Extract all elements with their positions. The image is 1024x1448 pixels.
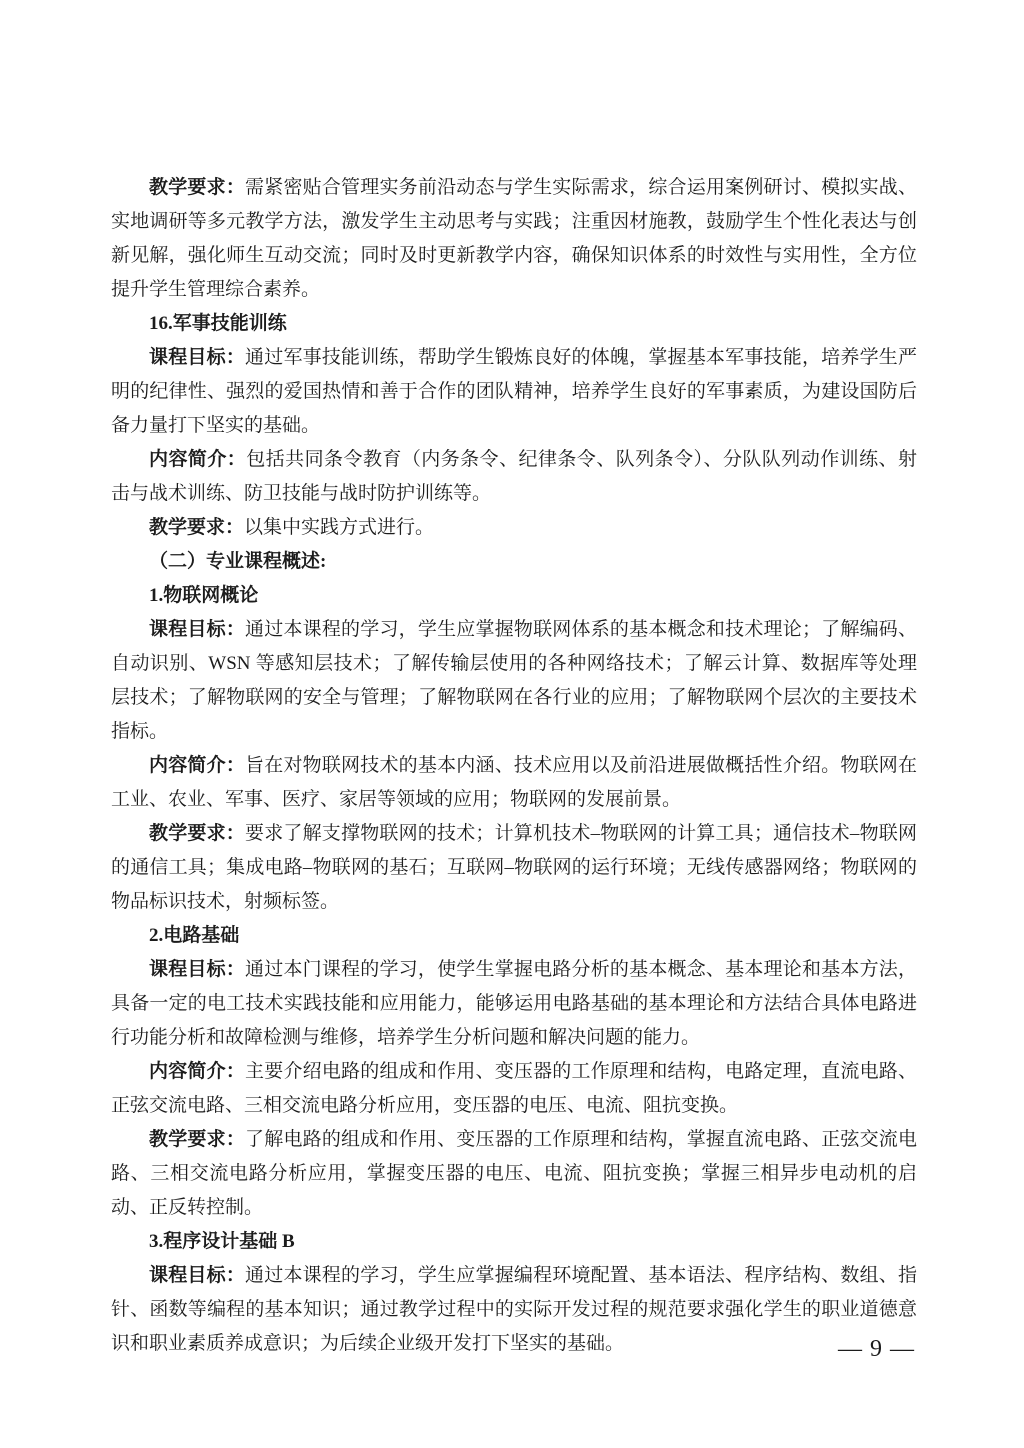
paragraph-text: 包括共同条令教育（内务条令、纪律条令、队列条令）、分队队列动作训练、射击与战术训练、防卫技能与战时防护训练等。 — [111, 449, 917, 504]
paragraph-text: 要求了解支撑物联网的技术；计算机技术–物联网的计算工具；通信技术–物联网的通信工具；集成电路–物联网的基石；互联网–物联网的运行环境；无线传感器网络；物联网的物品标识技术，射频标签。 — [111, 823, 917, 912]
paragraph-lead: 内容简介： — [149, 449, 247, 470]
page-footer — [838, 1334, 915, 1364]
paragraph — [111, 171, 917, 307]
paragraph — [111, 749, 917, 817]
paragraph — [111, 341, 917, 443]
paragraph — [111, 1259, 917, 1361]
paragraph-lead: 教学要求： — [149, 1129, 246, 1150]
paragraph — [111, 443, 917, 511]
paragraph-lead: 教学要求： — [149, 517, 245, 538]
paragraph-lead: 课程目标： — [149, 1265, 246, 1286]
paragraph-lead: 教学要求： — [149, 823, 245, 844]
paragraph-text: 主要介绍电路的组成和作用、变压器的工作原理和结构，电路定理，直流电路、正弦交流电路、三相交流电路分析应用，变压器的电压、电流、阻抗变换。 — [111, 1061, 917, 1116]
paragraph-text: 需紧密贴合管理实务前沿动态与学生实际需求，综合运用案例研讨、模拟实战、实地调研等多元教学方法，激发学生主动思考与实践；注重因材施教，鼓励学生个性化表达与创新见解，强化师生互动交流；同时及时更新教学内容，确保知识体系的时效性与实用性，全方位提升学生管理综合素养。 — [111, 177, 917, 300]
section-heading: （二）专业课程概述: — [149, 551, 327, 572]
section-heading: 3.程序设计基础 B — [149, 1231, 295, 1252]
paragraph-text: 通过本课程的学习，学生应掌握编程环境配置、基本语法、程序结构、数组、指针、函数等编程的基本知识；通过教学过程中的实际开发过程的规范要求强化学生的职业道德意识和职业素质养成意识；为后续企业级开发打下坚实的基础。 — [111, 1265, 917, 1354]
paragraph — [111, 953, 917, 1055]
paragraph-lead: 内容简介： — [149, 1061, 246, 1082]
paragraph — [111, 1055, 917, 1123]
page-number: — 9 — — [838, 1336, 915, 1362]
paragraph-text: 了解电路的组成和作用、变压器的工作原理和结构，掌握直流电路、正弦交流电路、三相交流电路分析应用，掌握变压器的电压、电流、阻抗变换；掌握三相异步电动机的启动、正反转控制。 — [111, 1129, 917, 1218]
paragraph-lead: 内容简介： — [149, 755, 246, 776]
paragraph-text: 通过本门课程的学习，使学生掌握电路分析的基本概念、基本理论和基本方法，具备一定的电工技术实践技能和应用能力，能够运用电路基础的基本理论和方法结合具体电路进行功能分析和故障检测与维修，培养学生分析问题和解决问题的能力。 — [111, 959, 917, 1048]
paragraph-lead: 课程目标： — [149, 619, 246, 640]
section-heading: 16.军事技能训练 — [149, 313, 287, 334]
paragraph-lead: 课程目标： — [149, 347, 246, 368]
paragraph-text: 通过本课程的学习，学生应掌握物联网体系的基本概念和技术理论；了解编码、自动识别、WSN 等感知层技术；了解传输层使用的各种网络技术；了解云计算、数据库等处理层技术；了解物联网的安全与管理；了解物联网在各行业的应用；了解物联网个层次的主要技术指标。 — [111, 619, 917, 742]
paragraph — [111, 613, 917, 749]
paragraph-lead: 课程目标： — [149, 959, 246, 980]
document-body — [111, 171, 917, 1361]
paragraph-lead: 教学要求： — [149, 177, 246, 198]
paragraph-text: 旨在对物联网技术的基本内涵、技术应用以及前沿进展做概括性介绍。物联网在工业、农业、军事、医疗、家居等领域的应用；物联网的发展前景。 — [111, 755, 917, 810]
paragraph-text: 通过军事技能训练，帮助学生锻炼良好的体魄，掌握基本军事技能，培养学生严明的纪律性、强烈的爱国热情和善于合作的团队精神，培养学生良好的军事素质，为建设国防后备力量打下坚实的基础。 — [111, 347, 917, 436]
section-heading: 2.电路基础 — [149, 925, 240, 946]
paragraph — [111, 817, 917, 919]
paragraph-text: 以集中实践方式进行。 — [244, 517, 435, 538]
paragraph — [111, 1123, 917, 1225]
section-heading: 1.物联网概论 — [149, 585, 259, 606]
paragraph — [111, 511, 917, 545]
